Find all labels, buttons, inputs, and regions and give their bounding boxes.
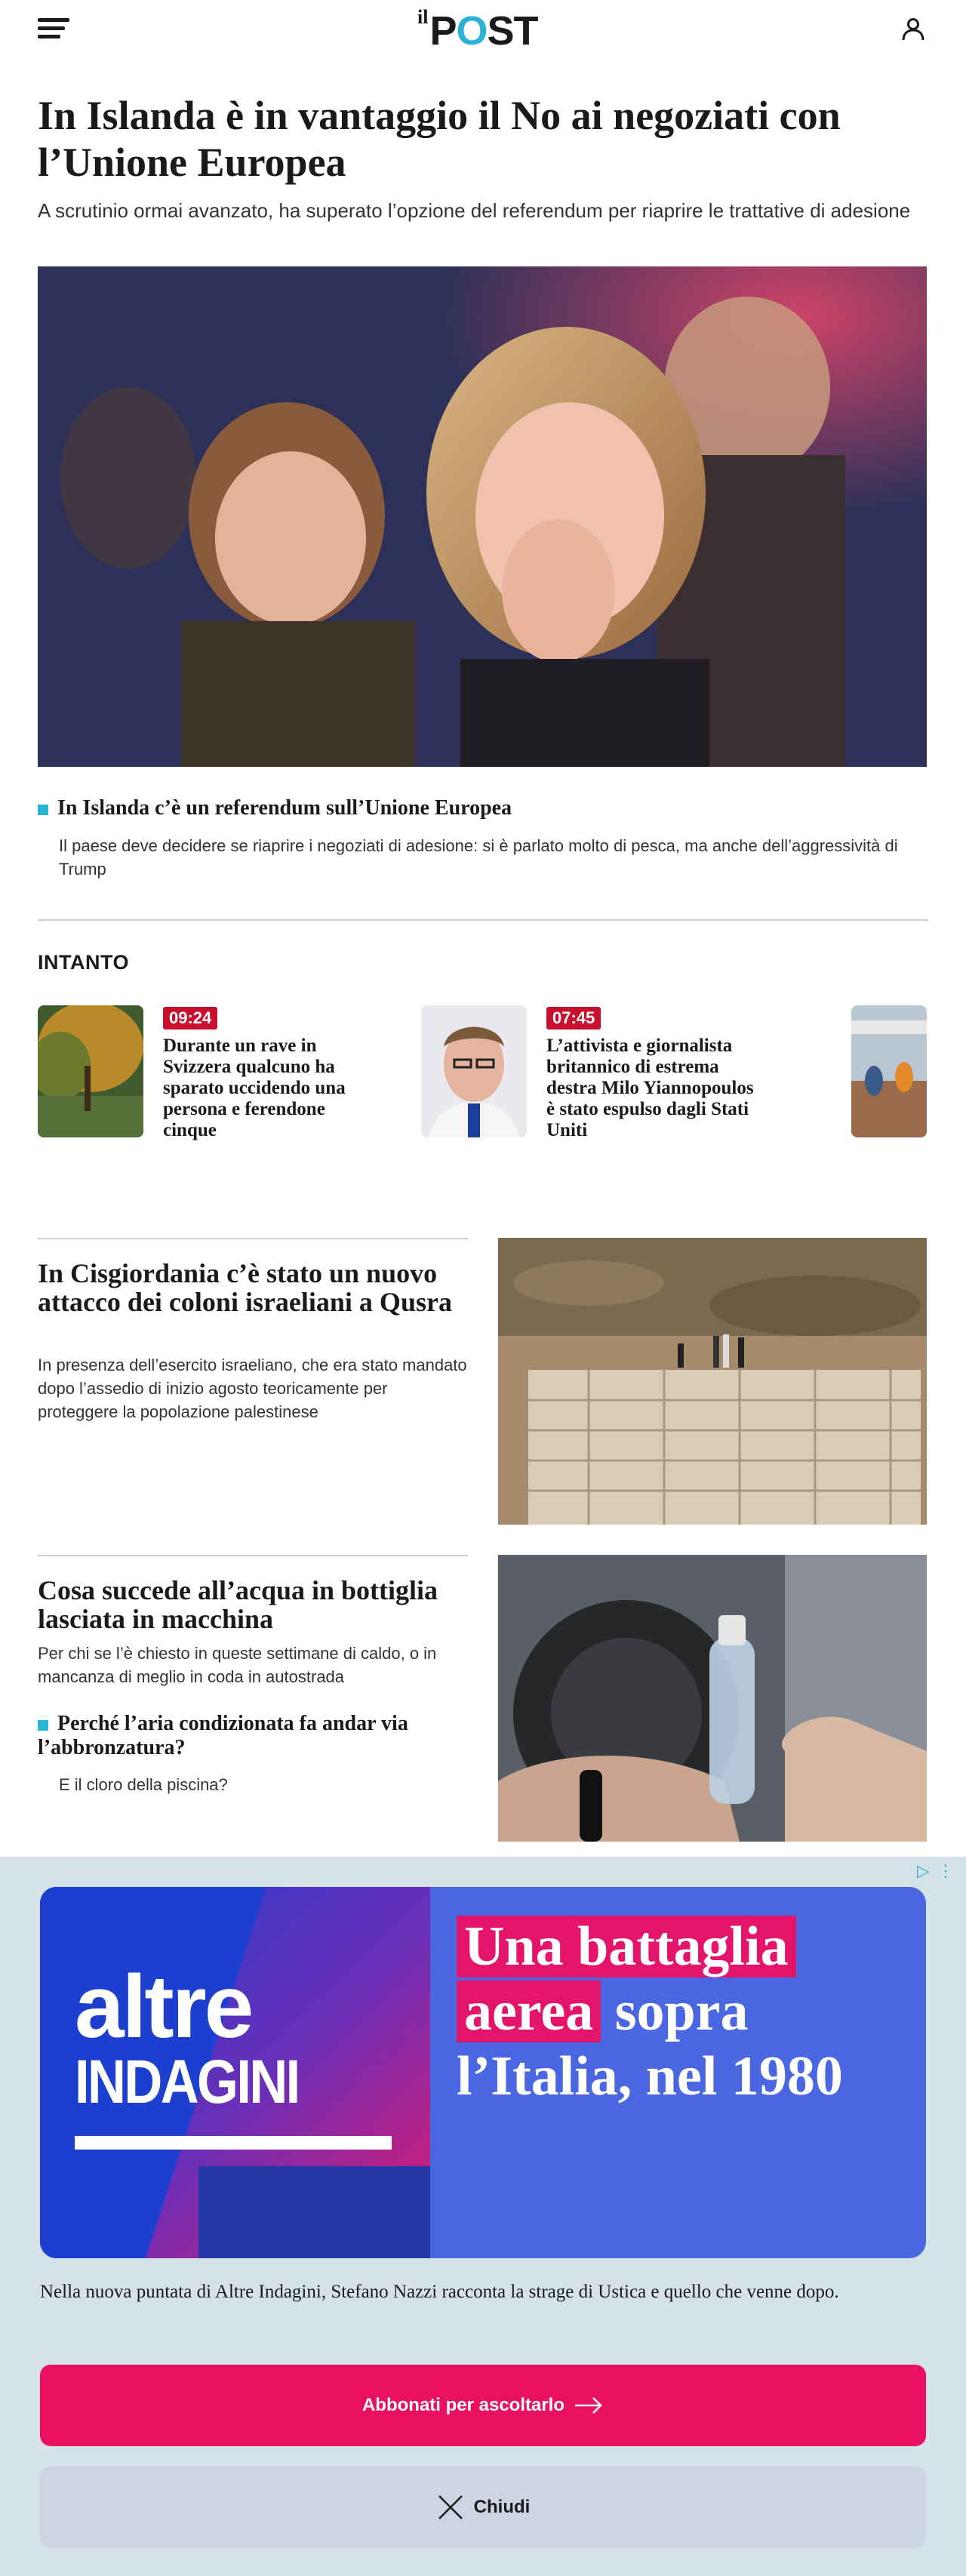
section-divider bbox=[38, 919, 928, 921]
logo-post: POST bbox=[429, 8, 538, 54]
user-account-icon[interactable] bbox=[900, 15, 927, 42]
subscribe-button[interactable] bbox=[40, 2365, 926, 2446]
ad-choices-icon[interactable]: ▷ ⋮ bbox=[916, 1861, 955, 1880]
story-related-desc: E il cloro della piscina? bbox=[59, 1775, 228, 1794]
promo-brand-indagini: INDAGINI bbox=[75, 2048, 299, 2116]
promo-brand-panel bbox=[40, 1887, 430, 2258]
card-thumbnail bbox=[421, 1005, 527, 1137]
bullet-square-icon bbox=[38, 805, 48, 815]
story-related-title[interactable]: Perché l’aria condizionata fa andar via l’abbronzatura? bbox=[38, 1712, 408, 1759]
hero-photo bbox=[38, 266, 927, 767]
promo-headline: Una battaglia aerea sopra l’Italia, nel 1980 bbox=[457, 1916, 843, 2107]
story-divider bbox=[38, 1555, 468, 1556]
card-title[interactable]: Durante un rave in Svizzera qualcuno ha sparato uccidendo una persona e ferendone cinque bbox=[163, 1036, 346, 1140]
story-image[interactable] bbox=[498, 1555, 927, 1842]
main-headline[interactable]: In Islanda è in vantaggio il No ai negoziati con l’Unione Europea bbox=[38, 93, 841, 185]
card-thumbnail bbox=[38, 1005, 143, 1137]
arrow-right-icon bbox=[574, 2396, 604, 2414]
story-divider bbox=[38, 1238, 468, 1239]
promo-text: Nella nuova puntata di Altre Indagini, Stefano Nazzi racconta la strage di Ustica e quello che venne dopo. bbox=[40, 2282, 839, 2302]
main-subhead: A scrutinio ormai avanzato, ha superato l’opzione del referendum per riaprire le trattative di adesione bbox=[38, 199, 911, 222]
promo-card[interactable] bbox=[40, 1887, 926, 2258]
related-desc: Il paese deve decidere se riaprire i negoziati di adesione: si è parlato molto di pesca, ma anche dell’aggressività di Trump bbox=[59, 836, 898, 879]
promo-brand-altre: altre bbox=[75, 1957, 252, 2057]
subscribe-button-label: Abbonati per ascoltarlo bbox=[361, 2395, 565, 2415]
logo-il: il bbox=[417, 6, 429, 28]
card-title[interactable]: L’attivista e giornalista britannico di estrema destra Milo Yiannopoulos è stato espulso dagli Stati Uniti bbox=[546, 1036, 754, 1140]
site-logo[interactable] bbox=[417, 5, 538, 54]
story-desc: Per chi se l’è chiesto in queste settimane di caldo, o in mancanza di meglio in coda in autostrada bbox=[38, 1644, 437, 1686]
bullet-square-icon bbox=[38, 1720, 48, 1731]
card-thumbnail bbox=[851, 1005, 927, 1137]
close-button-label: Chiudi bbox=[473, 2497, 531, 2517]
related-article[interactable] bbox=[38, 795, 928, 881]
card-time-badge: 07:45 bbox=[546, 1007, 601, 1029]
story-title[interactable]: Cosa succede all’acqua in bottiglia lasciata in macchina bbox=[38, 1575, 438, 1634]
site-header bbox=[0, 0, 966, 60]
menu-icon[interactable] bbox=[38, 18, 69, 41]
card-time-badge: 09:24 bbox=[163, 1007, 217, 1029]
promo-brand-bar bbox=[75, 2136, 392, 2150]
story-desc: In presenza dell’esercito israeliano, che era stato mandato dopo l’assedio di inizio agosto teoricamente per proteggere la popolazione palestinese bbox=[38, 1356, 467, 1421]
story-image[interactable] bbox=[498, 1238, 927, 1525]
intanto-label: INTANTO bbox=[38, 951, 129, 974]
close-button[interactable] bbox=[40, 2467, 926, 2548]
hero-image[interactable] bbox=[38, 266, 927, 767]
promo-banner bbox=[0, 1857, 966, 2576]
story-title[interactable]: In Cisgiordania c’è stato un nuovo attacco dei coloni israeliani a Qusra bbox=[38, 1258, 452, 1317]
related-title[interactable]: In Islanda c’è un referendum sull’Unione Europea bbox=[57, 796, 512, 820]
close-icon bbox=[436, 2493, 465, 2522]
